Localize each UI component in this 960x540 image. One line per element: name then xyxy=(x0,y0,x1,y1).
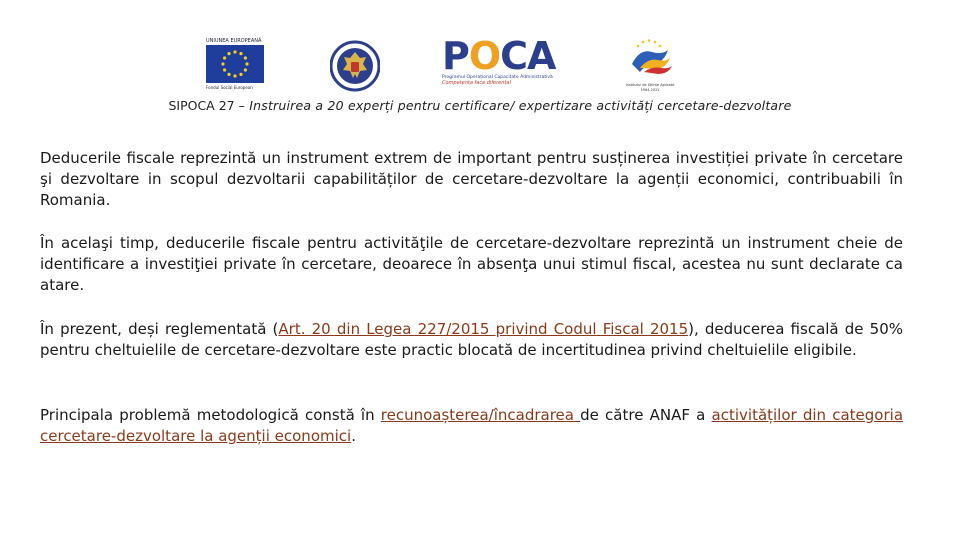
paragraph-4-text-middle: de către ANAF a xyxy=(580,406,712,424)
activitati-cd-link[interactable]: activităților din categoria cercetare-dezvoltare la agenții economici xyxy=(40,406,904,445)
eu-logo-caption-bottom: Fondul Social European xyxy=(206,85,253,90)
eu-logo xyxy=(206,38,266,98)
institution-name: Institutul de Științe Aplicate xyxy=(625,83,675,87)
poca-letter-o: O xyxy=(468,34,501,78)
paragraph-1: Deducerile fiscale reprezintă un instrument extrem de important pentru susținerea investiției private în cercetare şi dezvoltare in scopul dezvoltarii capabilităților de cercetare-dezvoltare la agenții economici, contribuabili în Romania. xyxy=(40,149,903,209)
paragraph-3-text-before: În prezent, deși reglementată ( xyxy=(40,320,279,338)
poca-letters-ca: CA xyxy=(500,34,556,78)
paragraph-3 xyxy=(40,319,903,361)
poca-slogan: Competența face diferența! xyxy=(442,80,512,86)
recunoasterea-link[interactable]: recunoașterea/încadrarea xyxy=(380,406,581,424)
eu-flag-icon xyxy=(206,45,264,83)
logo-bar xyxy=(0,36,960,96)
eu-logo-caption-top: UNIUNEA EUROPEANĂ xyxy=(206,38,262,44)
institution-logo xyxy=(622,38,678,96)
paragraph-3-text-after: ), deducerea fiscală de 50% pentru cheltuielile de cercetare-dezvoltare este practic blocată de incertitudinea privind cheltuielile eligibile. xyxy=(40,320,903,359)
paragraph-4 xyxy=(40,405,903,447)
institution-years: 1964-2021 xyxy=(640,88,660,92)
government-emblem-icon xyxy=(330,40,380,92)
poca-letter-p: P xyxy=(442,34,469,78)
project-code: SIPOCA 27 xyxy=(168,98,239,113)
poca-logo xyxy=(442,34,566,96)
paragraph-4-text-before: Principala problemă metodologică constă în xyxy=(40,406,381,424)
poca-program-name: Programul Operațional Capacitate Administrativă xyxy=(442,75,553,80)
codul-fiscal-link[interactable]: Art. 20 din Legea 227/2015 privind Codul Fiscal 2015 xyxy=(278,320,689,338)
project-description: – Instruirea a 20 experți pentru certificare/ expertizare activități cercetare-dezvoltare xyxy=(238,98,792,113)
project-subtitle xyxy=(0,98,960,114)
institution-emblem-icon xyxy=(622,38,678,78)
paragraph-2: În acelaşi timp, deducerile fiscale pentru activităţile de cercetare-dezvoltare reprezintă un instrument cheie de identificare a investiţiei private în cercetare, deoarece în absenţa unui stimul fiscal, acestea nu sunt declarate ca atare. xyxy=(40,234,903,294)
paragraph-4-text-after: . xyxy=(351,427,356,445)
